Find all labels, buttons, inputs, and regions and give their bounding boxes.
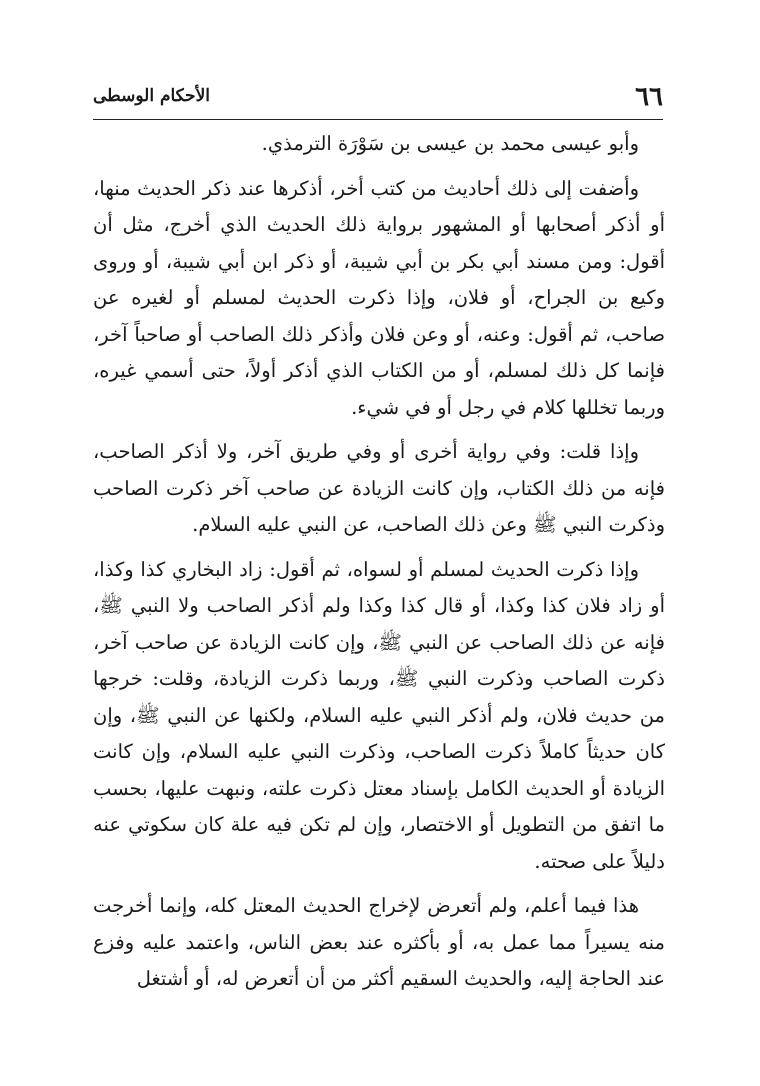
- running-header: [93, 78, 663, 118]
- paragraph-2: وأضفت إلى ذلك أحاديث من كتب أخر، أذكرها عند ذكر الحديث منها، أو أذكر أصحابها أو المشهور برواية ذلك الحديث الذي أخرج، مثل أن أقول: ومن مسند أبي بكر بن أبي شيبة، أو ذكر ابن أبي شيبة، أو وروى وكيع بن الجراح، أو فلان، وإذا ذكرت الحديث لمسلم أو لغيره عن صاحب، ثم أقول: وعنه، أو وعن فلان وأذكر ذلك الصاحب أو صاحباً آخر، فإنما كل ذلك لمسلم، أو من الكتاب الذي أذكر أولاً، حتى أسمي غيره، وربما تخللها كلام في رجل أو في شيء.: [93, 176, 665, 419]
- header-divider: [93, 119, 663, 120]
- page-number: ٦٦: [635, 82, 663, 112]
- book-title: الأحكام الوسطى: [93, 86, 210, 106]
- paragraph-1: وأبو عيسى محمد بن عيسى بن سَوْرَة الترمذي.: [261, 132, 639, 155]
- paragraph-4: وإذا ذكرت الحديث لمسلم أو لسواه، ثم أقول: زاد البخاري كذا وكذا، أو زاد فلان كذا وكذا، أو قال كذا وكذا ولم أذكر الصاحب ولا النبي ﷺ، فإنه عن ذلك الصاحب عن النبي ﷺ، وإن كانت الزيادة عن صاحب آخر، ذكرت الصاحب وذكرت النبي ﷺ، وربما ذكرت الزيادة، وقلت: خرجها من حديث فلان، ولم أذكر النبي عليه السلام، ولكنها عن النبي ﷺ، وإن كان حديثاً كاملاً ذكرت الصاحب، وذكرت النبي عليه السلام، وإن كانت الزيادة أو الحديث الكامل بإسناد معتل ذكرت علته، ونبهت عليها، بحسب ما اتفق من التطويل أو الاختصار، وإن لم تكن فيه علة كان سكوتي عنه دليلاً على صحته.: [93, 557, 665, 873]
- page-body: [93, 126, 665, 998]
- paragraph-5: هذا فيما أعلم، ولم أتعرض لإخراج الحديث المعتل كله، وإنما أخرجت منه يسيراً مما عمل به، أو بأكثره عند بعض الناس، واعتمد عليه وفزع عند الحاجة إليه، والحديث السقيم أكثر من أن أتعرض له، أو أشتغل: [93, 894, 665, 990]
- paragraph-3: وإذا قلت: وفي رواية أخرى أو وفي طريق آخر، ولا أذكر الصاحب، فإنه من ذلك الكتاب، وإن كانت الزيادة عن صاحب آخر ذكرت الصاحب وذكرت النبي ﷺ وعن ذلك الصاحب، عن النبي عليه السلام.: [93, 440, 665, 536]
